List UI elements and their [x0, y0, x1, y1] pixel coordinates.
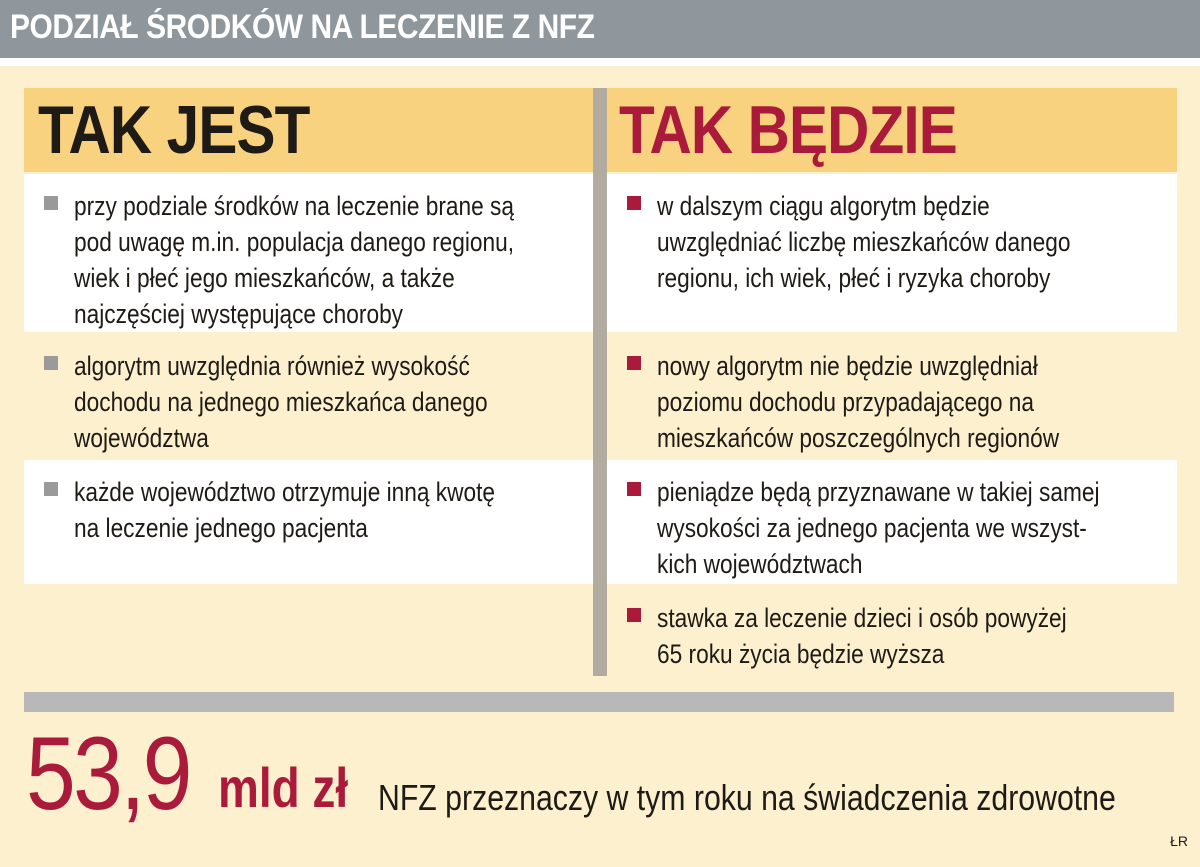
summary-caption: NFZ przeznaczy w tym roku na świadczenia zdrowotne	[378, 777, 1116, 818]
list-item-future-3	[607, 460, 1177, 584]
list-item-current-2	[24, 334, 593, 458]
list-item-current-3	[24, 460, 593, 584]
list-item-future-4	[607, 586, 1177, 676]
item-text: przy podziale środków na leczenie brane są pod uwagę m.in. populacja danego regionu, wiek i płeć jego mieszkańców, a także najczęściej występujące choroby	[74, 191, 515, 329]
summary-unit: mld zł	[218, 756, 349, 819]
empty-cell	[24, 586, 593, 676]
list-item-future-1	[607, 174, 1177, 332]
page-title: PODZIAŁ ŚRODKÓW NA LECZENIE Z NFZ	[10, 8, 595, 46]
bullet-square-icon	[627, 196, 641, 210]
item-text: algorytm uwzględnia również wysokość dochodu na jednego mieszkańca danego województwa	[74, 351, 488, 453]
item-text: stawka za leczenie dzieci i osób powyżej 65 roku życia będzie wyższa	[657, 603, 1067, 669]
list-item-future-2	[607, 334, 1177, 458]
item-text: pieniądze będą przyznawane w takiej samej wysokości za jednego pacjenta we wszyst- kich województwach	[657, 477, 1100, 579]
bullet-square-icon	[627, 482, 641, 496]
header-tak-bedzie	[607, 88, 1177, 172]
heading-current: TAK JEST	[38, 92, 310, 168]
column-divider	[593, 88, 607, 676]
bullet-square-icon	[627, 356, 641, 370]
bullet-square-icon	[44, 482, 58, 496]
separator-strip	[24, 692, 1174, 712]
item-text: nowy algorytm nie będzie uwzględniał poziomu dochodu przypadającego na mieszkańców poszczególnych regionów	[657, 351, 1060, 453]
bullet-square-icon	[44, 356, 58, 370]
item-text: każde województwo otrzymuje inną kwotę na leczenie jednego pacjenta	[74, 477, 496, 543]
item-text: w dalszym ciągu algorytm będzie uwzględniać liczbę mieszkańców danego regionu, ich wiek, płeć i ryzyka choroby	[657, 191, 1071, 293]
list-item-current-1	[24, 174, 593, 332]
bullet-square-icon	[44, 196, 58, 210]
title-bar	[0, 0, 1200, 62]
author-credit: ŁR	[1170, 833, 1188, 849]
heading-future: TAK BĘDZIE	[619, 92, 957, 168]
summary-amount: 53,9	[26, 716, 190, 832]
header-tak-jest	[24, 88, 593, 172]
bullet-square-icon	[627, 608, 641, 622]
